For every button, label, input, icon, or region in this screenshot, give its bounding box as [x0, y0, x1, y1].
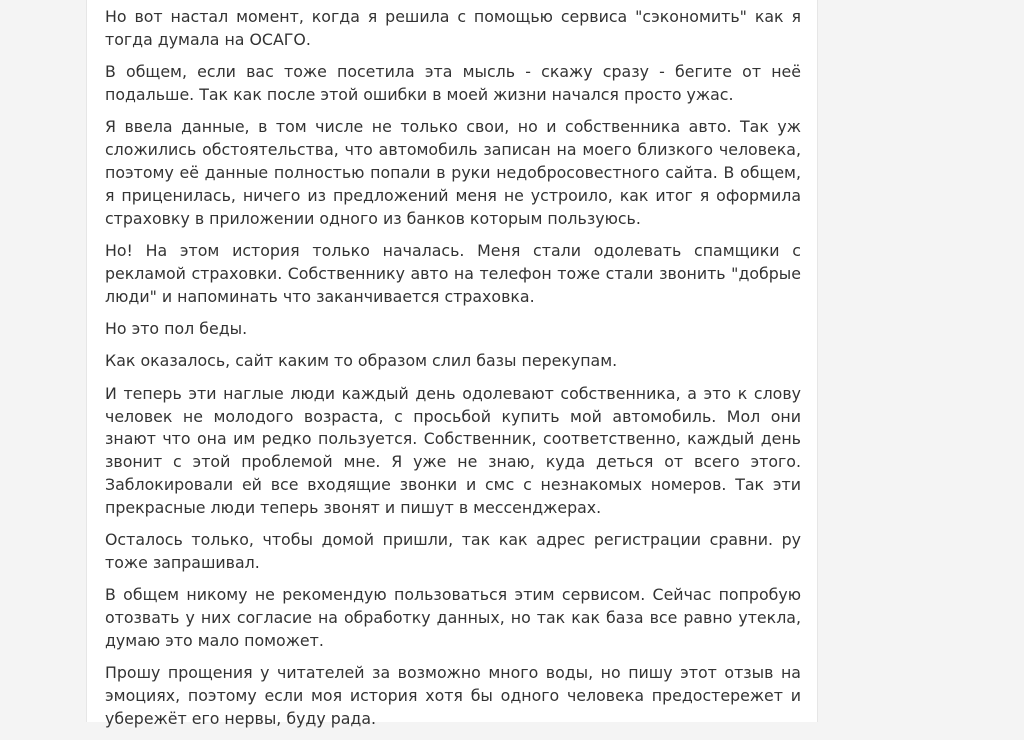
content-card	[86, 0, 818, 728]
review-paragraph: Прошу прощения у читателей за возможно много воды, но пишу этот отзыв на эмоциях, поэтому если моя история хотя бы одного человека предостережет и убережёт его нервы, буду рада.	[105, 663, 801, 728]
review-paragraph: Но вот настал момент, когда я решила с помощью сервиса "сэкономить" как я тогда думала на ОСАГО.	[105, 7, 801, 49]
review-paragraph: Как оказалось, сайт каким то образом слил базы перекупам.	[105, 351, 618, 371]
review-paragraph: Но! На этом история только началась. Меня стали одолевать спамщики с рекламой страховки. Собственнику авто на телефон тоже стали звонить "добрые люди" и напоминать что заканчивается страховка.	[105, 240, 801, 306]
review-text	[105, 6, 801, 740]
review-paragraph: В общем, если вас тоже посетила эта мысль - скажу сразу - бегите от неё подальше. Так как после этой ошибки в моей жизни начался просто ужас.	[105, 62, 801, 104]
review-paragraph: Но это пол беды.	[105, 318, 248, 338]
review-paragraph: Я ввела данные, в том числе не только свои, но и собственника авто. Так уж сложились обстоятельства, что автомобиль записан на моего близкого человека, поэтому её данные полностью попали в руки недобросовестного сайта. В общем, я приценилась, ничего из предложений меня не устроило, как итог я оформила страховку в приложении одного из банков которым пользуюсь.	[105, 117, 801, 228]
review-paragraph: В общем никому не рекомендую пользоваться этим сервисом. Сейчас попробую отозвать у них согласие на обработку данных, но так как база все равно утекла, думаю это мало поможет.	[105, 585, 801, 650]
review-paragraph: И теперь эти наглые люди каждый день одолевают собственника, а это к слову человек не молодого возраста, с просьбой купить мой автомобиль. Мол они знают что она им редко пользуется. Собственник, соответственно, каждый день звонит с этой проблемой мне. Я уже не знаю, куда деться от всего этого. Заблокировали ей все входящие звонки и смс с незнакомых номеров. Так эти прекрасные люди теперь звонят и пишут в мессенджерах.	[105, 383, 801, 517]
review-paragraph: Осталось только, чтобы домой пришли, так как адрес регистрации сравни. ру тоже запрашивал.	[105, 530, 801, 572]
